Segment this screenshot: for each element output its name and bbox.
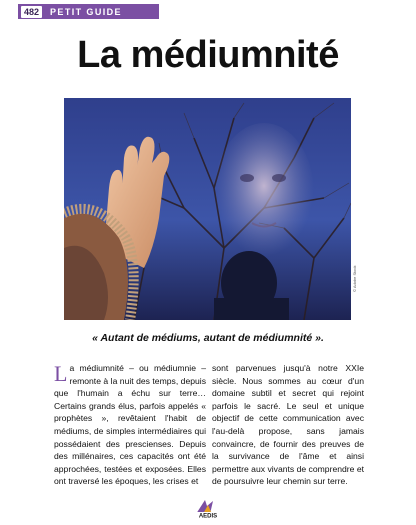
page-title: La médiumnité [77, 34, 339, 76]
logo-text: AEDIS [198, 513, 218, 518]
body-text-right: sont parvenues jusqu'à notre XXIe siècle. Nous sommes au cœur d'un domaine subtil et secret qui rejoint parfois le sacré. Le seul et unique objectif de cette communication avec l'au-delà propose, sans jamais convaincre, de fournir des preuves de la survivance de l'âme et ainsi permettre aux vivants de comprendre et de poursuivre leur chemin sur terre. [212, 363, 364, 487]
dropcap: L [54, 361, 68, 386]
series-name: PETIT GUIDE [50, 6, 122, 17]
publisher-logo [193, 498, 223, 518]
series-number: 482 [21, 6, 42, 18]
cover-photo [64, 98, 351, 320]
aedis-logo-icon [193, 498, 223, 518]
body-column-right [212, 362, 364, 488]
photo-credit: © Adobe Stock [352, 265, 357, 292]
photo-caption: « Autant de médiums, autant de médiumnité ». [92, 332, 324, 344]
body-text-left: a médiumnité – ou médiumnie – remonte à la nuit des temps, depuis que l'humain a échu sur terre… Certains grands élus, parfois appelés « prophètes », revêtaient l'habit de médiums, de simples intermédiaires qui possédaient des prescienses. Depuis des millénaires, ces capacités ont été approchées, testées et exposées. Elles ont traversé les époques, les crises et [54, 363, 206, 487]
body-column-left [54, 362, 206, 488]
photo-reflection-hand-face-icon [64, 98, 351, 320]
series-banner [18, 4, 159, 19]
